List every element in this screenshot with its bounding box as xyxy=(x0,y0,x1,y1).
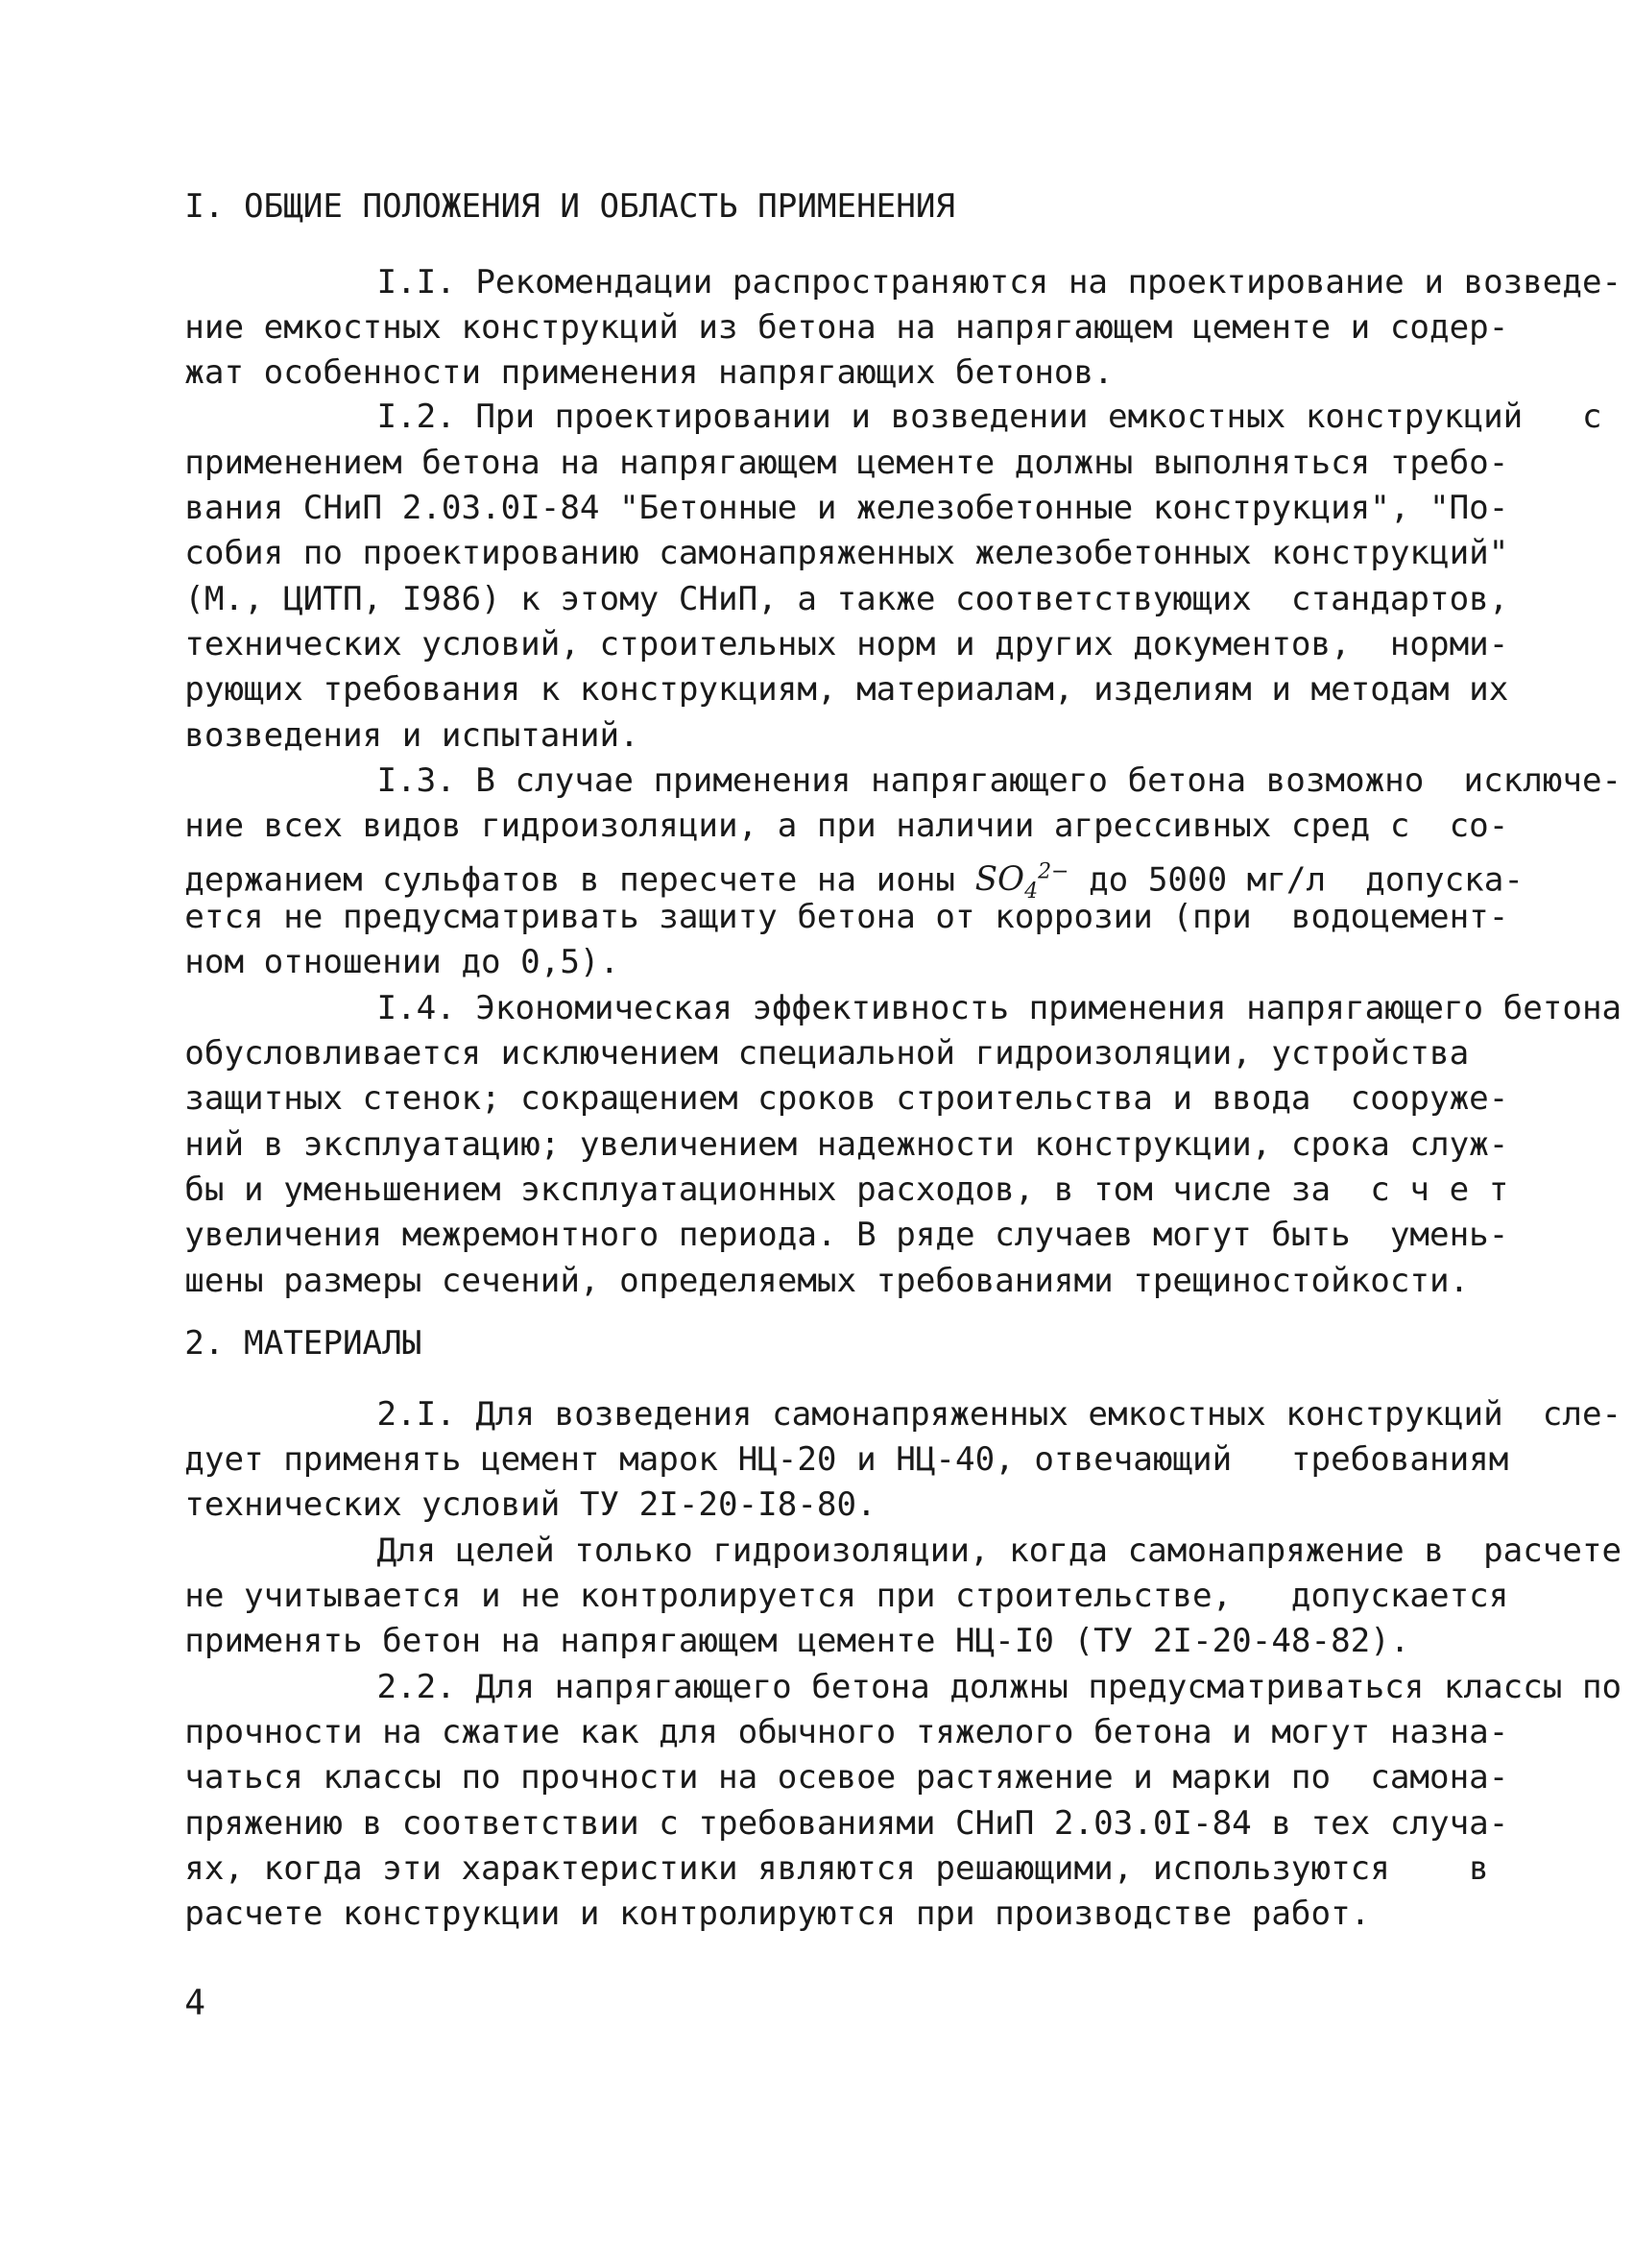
paragraph-line: расчете конструкции и контролируются при производстве работ. xyxy=(184,1894,1371,1934)
paragraph-line: шены размеры сечений, определяемых требованиями трещиностойкости. xyxy=(184,1261,1470,1300)
paragraph-line: 2.I. Для возведения самонапряженных емкостных конструкций сле- xyxy=(376,1394,1622,1434)
paragraph-line: дует применять цемент марок НЦ-20 и НЦ-40, отвечающий требованиям xyxy=(184,1439,1509,1479)
paragraph-line: I.2. При проектировании и возведении емкостных конструкций с xyxy=(376,398,1602,437)
formula-superscript: 2− xyxy=(1038,859,1069,884)
paragraph-line-text: до 5000 мг/л допуска- xyxy=(1069,859,1524,899)
section-heading-2: 2. МАТЕРИАЛЫ xyxy=(184,1323,422,1363)
paragraph-line: чаться классы по прочности на осевое растяжение и марки по самона- xyxy=(184,1758,1509,1798)
paragraph-line: ях, когда эти характеристики являются решающими, используются в xyxy=(184,1848,1489,1888)
paragraph-line: не учитывается и не контролируется при строительстве, допускается xyxy=(184,1576,1509,1615)
formula-subscript: 4 xyxy=(1024,879,1039,904)
page-number: 4 xyxy=(184,1982,206,2024)
paragraph-line: I.3. В случае применения напрягающего бетона возможно исключе- xyxy=(376,760,1622,800)
paragraph-line: технических условий ТУ 2I-20-I8-80. xyxy=(184,1485,877,1525)
paragraph-line: вания СНиП 2.03.0I-84 "Бетонные и железобетонные конструкция", "По- xyxy=(184,488,1509,527)
paragraph-line: I.4. Экономическая эффективность применения напрягающего бетона xyxy=(376,988,1622,1027)
sulfate-ion-formula xyxy=(974,859,1069,904)
paragraph-line: возведения и испытаний. xyxy=(184,715,639,755)
paragraph-line: применением бетона на напрягающем цементе должны выполняться требо- xyxy=(184,443,1509,482)
paragraph-line: бы и уменьшением эксплуатационных расходов, в том числе за с ч е т xyxy=(184,1170,1509,1209)
paragraph-line: ние емкостных конструкций из бетона на напрягающем цементе и содер- xyxy=(184,308,1509,347)
paragraph-line: (М., ЦИТП, I986) к этому СНиП, а также соответствующих стандартов, xyxy=(184,579,1509,618)
paragraph-line: 2.2. Для напрягающего бетона должны предусматриваться классы по xyxy=(376,1667,1622,1706)
paragraph-line: Для целей только гидроизоляции, когда самонапряжение в расчете xyxy=(376,1531,1622,1570)
paragraph-line: ние всех видов гидроизоляции, а при наличии агрессивных сред с со- xyxy=(184,807,1509,846)
paragraph-line-text: держанием сульфатов в пересчете на ионы xyxy=(184,859,956,899)
paragraph-line: ном отношении до 0,5). xyxy=(184,943,620,982)
paragraph-line: собия по проектированию самонапряженных железобетонных конструкций" xyxy=(184,534,1509,573)
paragraph-line: увеличения межремонтного периода. В ряде случаев могут быть умень- xyxy=(184,1216,1509,1255)
paragraph-line: рующих требования к конструкциям, материалам, изделиям и методам их xyxy=(184,670,1509,710)
paragraph-line: ний в эксплуатацию; увеличением надежности конструкции, срока служ- xyxy=(184,1124,1509,1164)
section-heading-1: I. ОБЩИЕ ПОЛОЖЕНИЯ И ОБЛАСТЬ ПРИМЕНЕНИЯ xyxy=(184,187,956,227)
paragraph-line: I.I. Рекомендации распространяются на проектирование и возведе- xyxy=(376,262,1622,302)
paragraph-line: защитных стенок; сокращением сроков строительства и ввода сооруже- xyxy=(184,1079,1509,1119)
paragraph-line: технических условий, строительных норм и других документов, норми- xyxy=(184,624,1509,664)
paragraph-line: пряжению в соответствии с требованиями СНиП 2.03.0I-84 в тех случа- xyxy=(184,1803,1509,1843)
paragraph-line: ется не предусматривать защиту бетона от коррозии (при водоцемент- xyxy=(184,897,1509,936)
formula-base: SO xyxy=(974,859,1025,899)
paragraph-line: жат особенности применения напрягающих бетонов. xyxy=(184,353,1114,393)
paragraph-line: обусловливается исключением специальной гидроизоляции, устройства xyxy=(184,1033,1470,1073)
paragraph-line: применять бетон на напрягающем цементе НЦ-I0 (ТУ 2I-20-48-82). xyxy=(184,1622,1410,1661)
paragraph-line: прочности на сжатие как для обычного тяжелого бетона и могут назна- xyxy=(184,1712,1509,1751)
